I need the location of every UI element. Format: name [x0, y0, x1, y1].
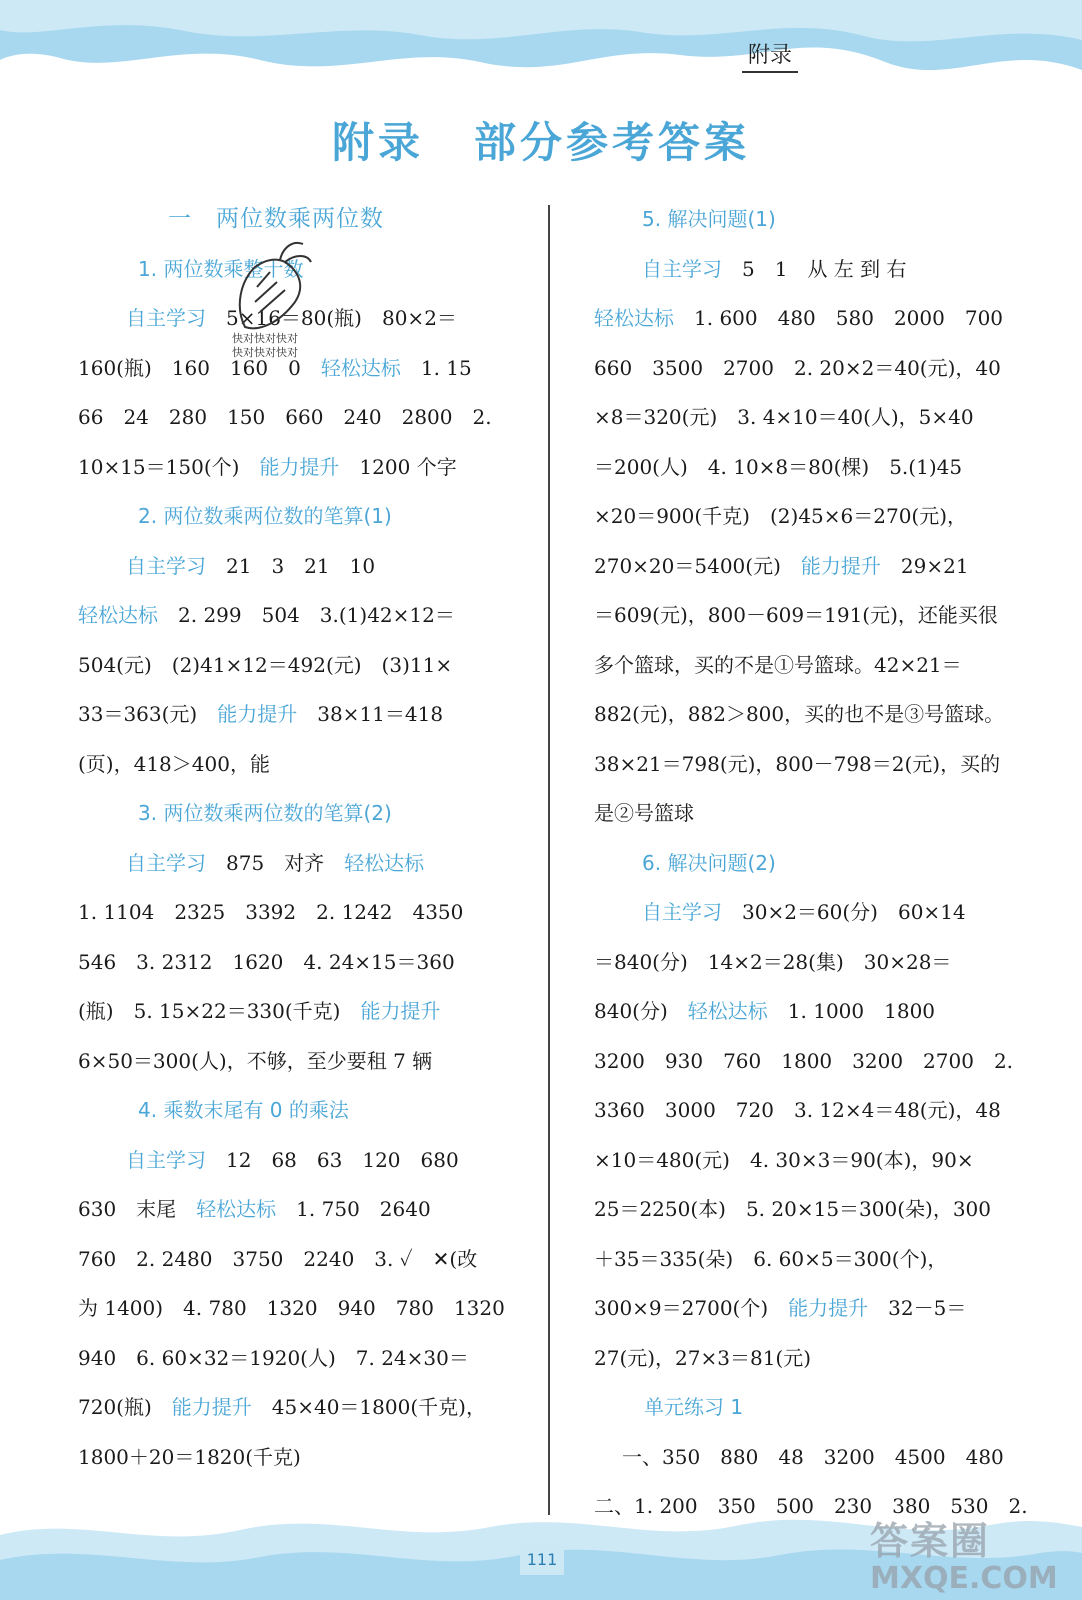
answer-text: 21 3 21 10 [206, 553, 376, 578]
answer-line: ×20＝900(千克) (2)45×6＝270(元)， [594, 504, 968, 528]
answer-line: 1800＋20＝1820(千克) [78, 1444, 301, 1469]
section-tag: 自主学习 [126, 850, 206, 875]
answer-line: 3200 930 760 1800 3200 2700 2. [594, 1048, 1014, 1073]
section-tag: 轻松达标 [344, 850, 425, 875]
answer-line: 940 6. 60×32＝1920(人) 7. 24×30＝ [78, 1345, 469, 1370]
answer-line: 1. 1104 2325 3392 2. 1242 4350 [78, 900, 464, 924]
answer-line: 760 2. 2480 3750 2240 3. ✓ ✕(改 [78, 1246, 478, 1271]
answer-line: 882(元)，882＞800，买的也不是③号篮球。 [594, 702, 1005, 726]
answer-text: 630 末尾 [78, 1197, 197, 1221]
answer-text: 720(瓶) [78, 1395, 172, 1419]
answer-line [78, 443, 508, 493]
right-column [594, 195, 1028, 1532]
answer-line [78, 1136, 508, 1186]
answer-text: 45×40＝1800(千克)， [251, 1395, 486, 1419]
title-part-appendix: 附录 [331, 118, 424, 167]
answer-line: ×8＝320(元) 3. 4×10＝40(人)，5×40 [594, 405, 974, 429]
answer-text: 33＝363(元) [78, 702, 218, 726]
section-tag: 能力提升 [259, 454, 340, 479]
lesson-heading: 2. 两位数乘两位数的笔算(1) [138, 504, 392, 528]
lesson-heading: 5. 解决问题(1) [642, 207, 776, 231]
answer-text: 270×20＝5400(元) [594, 553, 801, 578]
answer-text: 30×2＝60(分) 60×14 [722, 900, 966, 924]
answer-text: 1. 15 [400, 355, 472, 380]
answer-line: 504(元) (2)41×12＝492(元) (3)11× [78, 652, 453, 677]
lesson-heading: 1. 两位数乘整十数 [138, 256, 304, 281]
section-tag: 自主学习 [126, 1147, 206, 1172]
answer-line [594, 888, 1024, 938]
answer-text: 29×21 [880, 553, 969, 578]
answer-line: 6×50＝300(人)，不够，至少要租 7 辆 [78, 1048, 433, 1073]
answer-text: 2. 299 504 3.(1)42×12＝ [158, 603, 455, 627]
page-title [0, 110, 1082, 170]
answer-line [78, 1383, 508, 1433]
answer-line [78, 690, 508, 740]
answer-text: 1. 750 2640 [276, 1197, 431, 1221]
answer-text: 10×15＝150(个) [78, 454, 260, 479]
answer-line [594, 1284, 1024, 1334]
answer-line: 是②号篮球 [594, 801, 694, 825]
column-divider [548, 205, 550, 1515]
answer-line [594, 987, 1024, 1037]
answer-line: ＝840(分) 14×2＝28(集) 30×28＝ [594, 949, 952, 974]
answer-line: 660 3500 2700 2. 20×2＝40(元)，40 [594, 355, 1001, 380]
page-number: 111 [520, 1545, 564, 1575]
lesson-heading: 4. 乘数末尾有 0 的乘法 [138, 1098, 349, 1122]
answer-text: 5 1 从 左 到 右 [722, 256, 907, 281]
section-tag: 能力提升 [171, 1395, 252, 1419]
answer-text: 300×9＝2700(个) [594, 1296, 789, 1320]
stamp-label: 快对快对快对 快对快对快对 [232, 332, 298, 359]
answer-line [78, 591, 508, 641]
answer-text: 1200 个字 [339, 454, 457, 479]
answer-text: 840(分) [594, 999, 688, 1023]
answer-line: ＝609(元)，800－609＝191(元)，还能买很 [594, 603, 998, 627]
top-wave-decoration [0, 0, 1082, 120]
answer-line: (页)，418＞400，能 [78, 751, 270, 776]
answer-line: 多个篮球，买的不是①号篮球。42×21＝ [594, 652, 962, 677]
section-tag: 能力提升 [800, 553, 881, 578]
answer-line: ＝200(人) 4. 10×8＝80(棵) 5.(1)45 [594, 454, 963, 479]
answer-text: 875 对齐 [206, 850, 345, 875]
answer-line: 25＝2250(本) 5. 20×15＝300(朵)，300 [594, 1197, 992, 1221]
answer-line [78, 839, 508, 889]
answer-text: 32－5＝ [868, 1296, 967, 1320]
answer-line: 3360 3000 720 3. 12×4＝48(元)，48 [594, 1098, 1001, 1122]
answer-text: 12 68 63 120 680 [206, 1147, 459, 1172]
answer-line [594, 294, 1024, 344]
answer-text: 160(瓶) 160 160 0 [78, 355, 321, 380]
watermark-en: MXQE.COM [870, 1561, 1058, 1596]
watermark-logo [870, 1510, 1058, 1596]
left-column [78, 195, 508, 1482]
carrot-stamp-icon [225, 232, 315, 342]
section-tag: 自主学习 [126, 553, 206, 578]
section-tag: 自主学习 [642, 900, 722, 924]
answer-line [594, 542, 1024, 592]
answer-line [78, 542, 508, 592]
answer-line: ×10＝480(元) 4. 30×3＝90(本)，90× [594, 1147, 974, 1172]
section-tag: 轻松达标 [687, 999, 768, 1023]
lesson-heading: 6. 解决问题(2) [642, 850, 776, 875]
watermark-cn: 答案圈 [870, 1519, 991, 1563]
section-tag: 自主学习 [126, 306, 206, 330]
lesson-heading: 单元练习 1 [644, 1395, 744, 1419]
section-tag: 轻松达标 [320, 355, 401, 380]
section-tag: 能力提升 [217, 702, 298, 726]
answer-line [594, 245, 1024, 295]
section-tag: 自主学习 [642, 256, 722, 281]
answer-line: 27(元)，27×3＝81(元) [594, 1345, 812, 1370]
answer-text: 1. 1000 1800 [767, 999, 936, 1023]
answer-line: 二、1. 200 350 500 230 380 530 2. [594, 1494, 1028, 1518]
answer-line: ＋35＝335(朵) 6. 60×5＝300(个)， [594, 1246, 948, 1271]
answer-line: 一、350 880 48 3200 4500 480 [622, 1444, 1004, 1469]
answer-text: 1. 600 480 580 2000 700 [674, 306, 1004, 330]
section-tag: 轻松达标 [78, 603, 158, 627]
answer-text: 5×16＝80(瓶) 80×2＝ [206, 306, 457, 330]
title-part-answers: 部分参考答案 [474, 118, 751, 167]
answer-line [78, 987, 508, 1037]
answer-line: 66 24 280 150 660 240 2800 2. [78, 405, 492, 429]
answer-line [78, 1185, 508, 1235]
section-tag: 轻松达标 [196, 1197, 277, 1221]
answer-text: 38×11＝418 [297, 702, 444, 726]
section-tag: 轻松达标 [594, 306, 674, 330]
answer-line: 546 3. 2312 1620 4. 24×15＝360 [78, 949, 455, 974]
section-tag: 能力提升 [360, 999, 441, 1023]
answer-text: (瓶) 5. 15×22＝330(千克) [78, 999, 361, 1023]
unit-heading: 一 两位数乘两位数 [168, 206, 384, 232]
answer-line: 为 1400) 4. 780 1320 940 780 1320 [78, 1296, 505, 1320]
answer-line: 38×21＝798(元)，800－798＝2(元)，买的 [594, 751, 1001, 776]
header-section-label: 附录 [742, 38, 798, 73]
lesson-heading: 3. 两位数乘两位数的笔算(2) [138, 801, 392, 825]
section-tag: 能力提升 [788, 1296, 869, 1320]
